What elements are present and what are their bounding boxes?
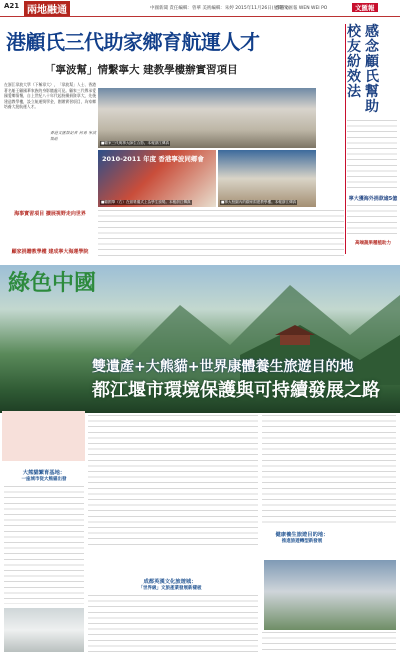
feature-headline-line2: 都江堰市環境保護與可持續發展之路 <box>92 380 380 401</box>
feature-kicker: 綠色中國 <box>8 270 97 296</box>
feature-headline-line1: 雙遺產+大熊貓+世界康體養生旅遊目的地 <box>92 359 354 375</box>
feature-text-cols <box>88 415 258 545</box>
sidebar-divider <box>345 24 346 254</box>
sidebar-text-b <box>347 205 397 237</box>
main-headline: 港顧氏三代助家鄉育航運人才 <box>6 30 260 54</box>
feature-sub3b: 推進旅遊轉型新發展 <box>281 539 323 544</box>
building-photo <box>218 150 316 207</box>
panda-photo <box>4 608 84 652</box>
intro-box <box>2 411 85 461</box>
byline: 香港文匯報記者 何勇 寧波報道 <box>50 130 96 141</box>
sidebar-vertical-title-a: 感念顧氏幫助 <box>365 24 379 115</box>
paper-line: 香港文匯報 WEN WEI PO <box>275 6 328 11</box>
feature-text-right <box>262 415 396 525</box>
sidebar-item-title-1: 寧大獲海外捐款逾5億 <box>348 196 398 202</box>
award-photo <box>98 150 216 207</box>
feature-sub1b: 一座城市從大熊貓出發 <box>21 477 67 482</box>
city-photo <box>264 560 396 630</box>
paper-logo: 文匯報 <box>352 3 378 12</box>
banner-text: 2010-2011 年度 香港寧波同鄉會 <box>102 155 204 163</box>
photo-caption-1: ■顧家三代與寧大師生合影。本報浙江傳真 <box>101 141 170 145</box>
sidebar-text-a <box>347 120 397 190</box>
group-photo <box>98 88 316 148</box>
subtitle-2: 顧家捐贈教學樓 建成寧大海運學院 <box>11 249 89 255</box>
feature-text-col1 <box>4 486 84 604</box>
feature-sub2: 成都英漢文化旅遊城： <box>143 579 197 585</box>
sidebar-vertical-title-b: 校友紛效法 <box>347 24 361 100</box>
feature-text-lower <box>88 595 258 653</box>
date-line: 中國新聞 責任編輯：曾華 美術編輯：朱婷 2015年11月26日(星期四) <box>150 6 289 11</box>
sidebar-item-title-2: 高端蔬果種植助力 <box>355 241 391 246</box>
photo-caption-2: ■顧國華（右）在頒獎儀式上為學生頒獎。本報浙江傳真 <box>101 200 191 204</box>
feature-sub3: 健康養生旅遊目的地： <box>275 532 329 538</box>
feature-sub1: 大熊貓繁育基地： <box>22 470 66 476</box>
photo-caption-3: ■寧大校園內的顧家捐建教學樓。本報浙江傳真 <box>221 200 297 204</box>
feature-text-end <box>262 632 396 654</box>
subtitle-1: 海事實習項目 擴展視野走向世界 <box>14 211 86 217</box>
lead-text: 在浙江寧波大學（下稱寧大），「寧波幫」人士、香港著名船王顧國華家族的身影隨處可見。顧家三代傳承愛國愛鄉情懷，自上世紀八十年代起持續捐資寧大，先後建造教學樓，設立航運獎學金，創辦實習項目，為家鄉培養大批航運人才。 <box>4 82 96 110</box>
main-subhead: 「寧波幫」情繫寧大 建教學樓辦實習項目 <box>45 64 238 76</box>
page-number: A21 <box>4 2 20 10</box>
feature-sub2b: 「世界級」文旅產業發展新樣板 <box>138 586 202 591</box>
article-columns <box>98 210 344 260</box>
section-title: 兩地融通 <box>24 1 70 16</box>
